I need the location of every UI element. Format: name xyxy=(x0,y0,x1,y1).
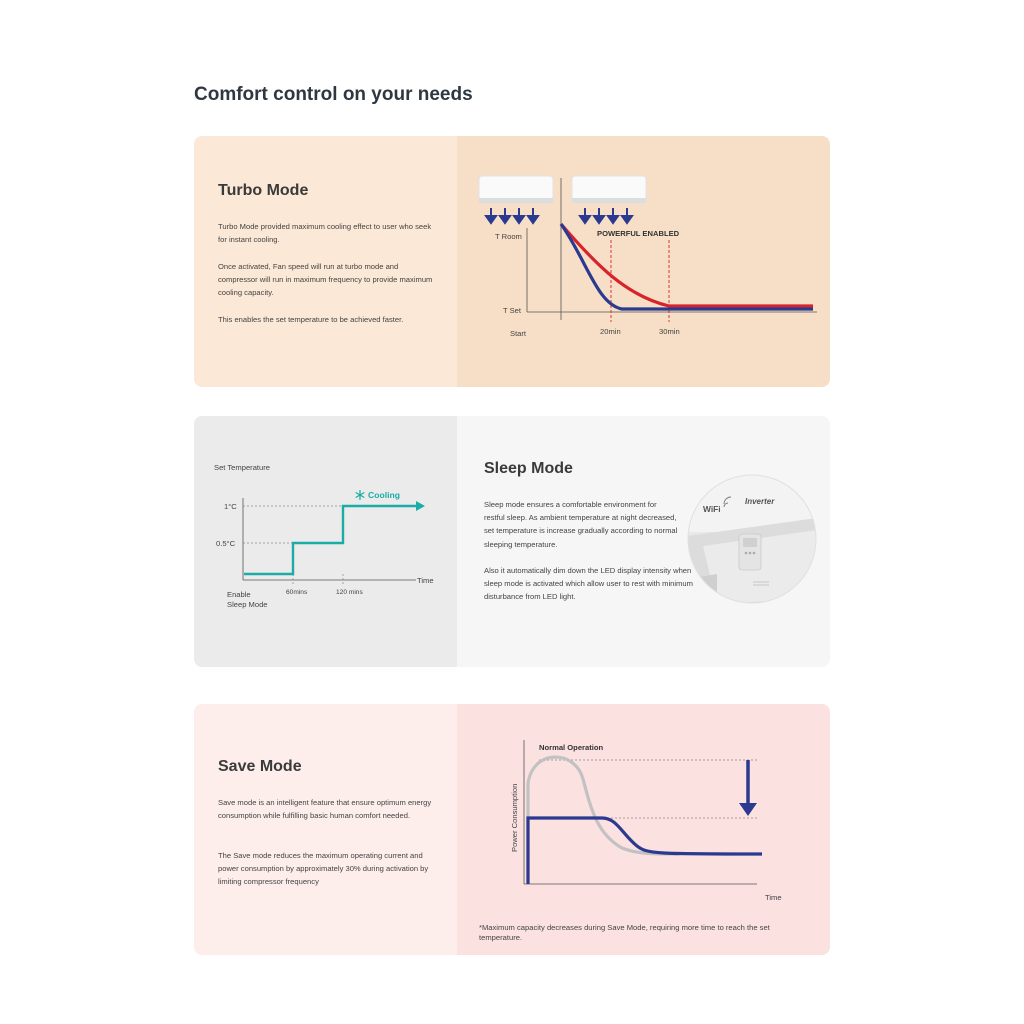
sleep-chart-panel xyxy=(194,416,457,667)
turbo-text-panel xyxy=(194,136,457,387)
sleep-enable-label-line2: Sleep Mode xyxy=(227,600,268,609)
save-normal-operation-label: Normal Operation xyxy=(539,743,604,752)
ac-unit-closeup-image xyxy=(687,474,817,604)
save-chart-panel xyxy=(457,704,830,955)
reduction-arrow-icon xyxy=(739,760,757,816)
save-paragraph-1: Save mode is an intelligent feature that ensure optimum energy consumption while fulfilling basic human comfort needed. xyxy=(218,798,432,821)
sleep-y-label: Set Temperature xyxy=(214,463,270,472)
save-title: Save Mode xyxy=(218,758,302,775)
sleep-120mins-label: 120 mins xyxy=(336,589,363,596)
inverter-brand-label: Inverter xyxy=(745,497,775,506)
sleep-text-panel xyxy=(457,416,830,667)
turbo-paragraph-1: Turbo Mode provided maximum cooling effect to user who seek for instant cooling. xyxy=(218,222,432,245)
sleep-enable-label-line1: Enable xyxy=(227,590,251,599)
turbo-paragraph-2: Once activated, Fan speed will run at turbo mode and compressor will run in maximum frequency to provide maximum cooling capacity. xyxy=(218,262,433,298)
save-text-panel xyxy=(194,704,457,955)
save-mode-curve xyxy=(528,818,762,884)
save-y-label: Power Consumption xyxy=(510,783,519,852)
sleep-cooling-label: Cooling xyxy=(368,490,400,500)
turbo-t-room-label: T Room xyxy=(495,232,522,241)
snowflake-icon xyxy=(356,490,365,500)
turbo-30min-label: 30min xyxy=(659,327,680,336)
ac-unit-powerful-icon xyxy=(572,176,646,203)
save-mode-card xyxy=(194,704,830,955)
turbo-t-set-label: T Set xyxy=(503,306,522,315)
save-footnote: *Maximum capacity decreases during Save Mode, requiring more time to reach the set temperature. xyxy=(479,923,770,942)
turbo-mode-card xyxy=(194,136,830,387)
turbo-paragraph-3: This enables the set temperature to be achieved faster. xyxy=(218,315,404,324)
sleep-1c-label: 1°C xyxy=(224,502,237,511)
turbo-start-label: Start xyxy=(510,329,527,338)
sleep-05c-label: 0.5°C xyxy=(216,539,236,548)
sleep-mode-card xyxy=(194,416,830,667)
sleep-paragraph-2: Also it automatically dim down the LED display intensity when sleep mode is activated which allow user to rest with minimum disturbance from LED light. xyxy=(484,566,693,602)
sleep-title: Sleep Mode xyxy=(484,460,573,477)
save-x-label: Time xyxy=(765,893,782,902)
turbo-title: Turbo Mode xyxy=(218,182,309,199)
sleep-60mins-label: 60mins xyxy=(286,589,308,596)
airflow-arrows-normal-icon xyxy=(486,208,538,223)
sleep-arrow-head-icon xyxy=(416,501,425,511)
sleep-time-label: Time xyxy=(417,576,434,585)
wifi-label: WiFi xyxy=(703,504,721,514)
save-normal-curve xyxy=(528,757,679,884)
airflow-arrows-powerful-icon xyxy=(580,208,632,223)
page-title: Comfort control on your needs xyxy=(194,84,473,105)
save-chart xyxy=(457,704,830,955)
turbo-chart xyxy=(457,136,830,387)
save-paragraph-2: The Save mode reduces the maximum operating current and power consumption by approximately 30% during activation by limiting compressor frequency xyxy=(218,851,429,887)
sleep-step-line xyxy=(244,506,416,574)
sleep-paragraph-1: Sleep mode ensures a comfortable environment for restful sleep. As ambient temperature at night decreased, set temperature is increase gradually according to normal sleeping temperature. xyxy=(484,500,678,549)
ac-unit-normal-icon xyxy=(479,176,553,203)
turbo-powerful-label: POWERFUL ENABLED xyxy=(597,229,680,238)
turbo-20min-label: 20min xyxy=(600,327,621,336)
sleep-chart xyxy=(194,416,457,667)
turbo-chart-panel xyxy=(457,136,830,387)
